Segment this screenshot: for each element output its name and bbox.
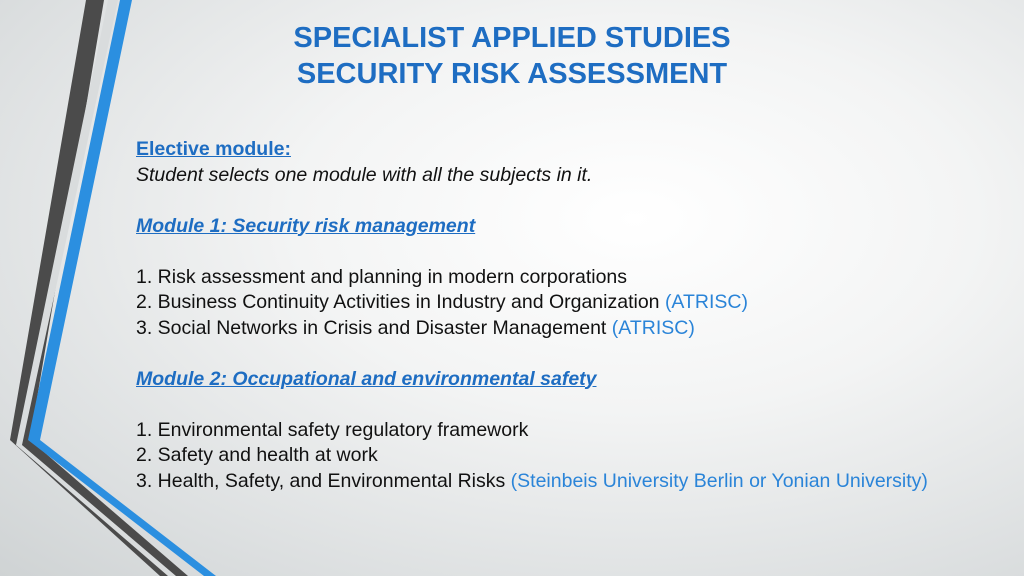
title-line-1: SPECIALIST APPLIED STUDIES <box>293 22 731 54</box>
item-text: 2. Safety and health at work <box>136 444 378 466</box>
spacer <box>136 239 936 265</box>
slide-content <box>136 137 936 494</box>
item-text: 3. Health, Safety, and Environmental Risks <box>136 469 511 492</box>
spacer <box>136 341 936 367</box>
item-partner: (Steinbeis University Berlin or Yonian University) <box>510 469 928 492</box>
elective-heading: Elective module: <box>136 138 291 160</box>
module-2-item <box>136 469 936 495</box>
module-2-heading: Module 2: Occupational and environmental safety <box>136 367 597 390</box>
elective-description: Student selects one module with all the subjects in it. <box>136 163 593 186</box>
item-text: 2. Business Continuity Activities in Industry and Organization <box>136 291 665 313</box>
module-1-item <box>136 316 936 342</box>
spacer <box>136 188 936 214</box>
module-1-item <box>136 290 936 316</box>
module-2-item <box>136 443 936 469</box>
title-line-2: SECURITY RISK ASSESSMENT <box>296 58 728 90</box>
module-1-item <box>136 265 936 291</box>
module-1-heading: Module 1: Security risk management <box>136 214 476 237</box>
item-text: 1. Risk assessment and planning in modern corporations <box>136 265 628 288</box>
item-text: 3. Social Networks in Crisis and Disaster Management <box>136 316 612 339</box>
slide-title <box>0 20 1024 92</box>
item-partner: (ATRISC) <box>664 291 748 313</box>
module-2-item <box>136 418 936 444</box>
spacer <box>136 392 936 418</box>
item-text: 1. Environmental safety regulatory framework <box>136 418 529 441</box>
item-partner: (ATRISC) <box>611 316 695 339</box>
